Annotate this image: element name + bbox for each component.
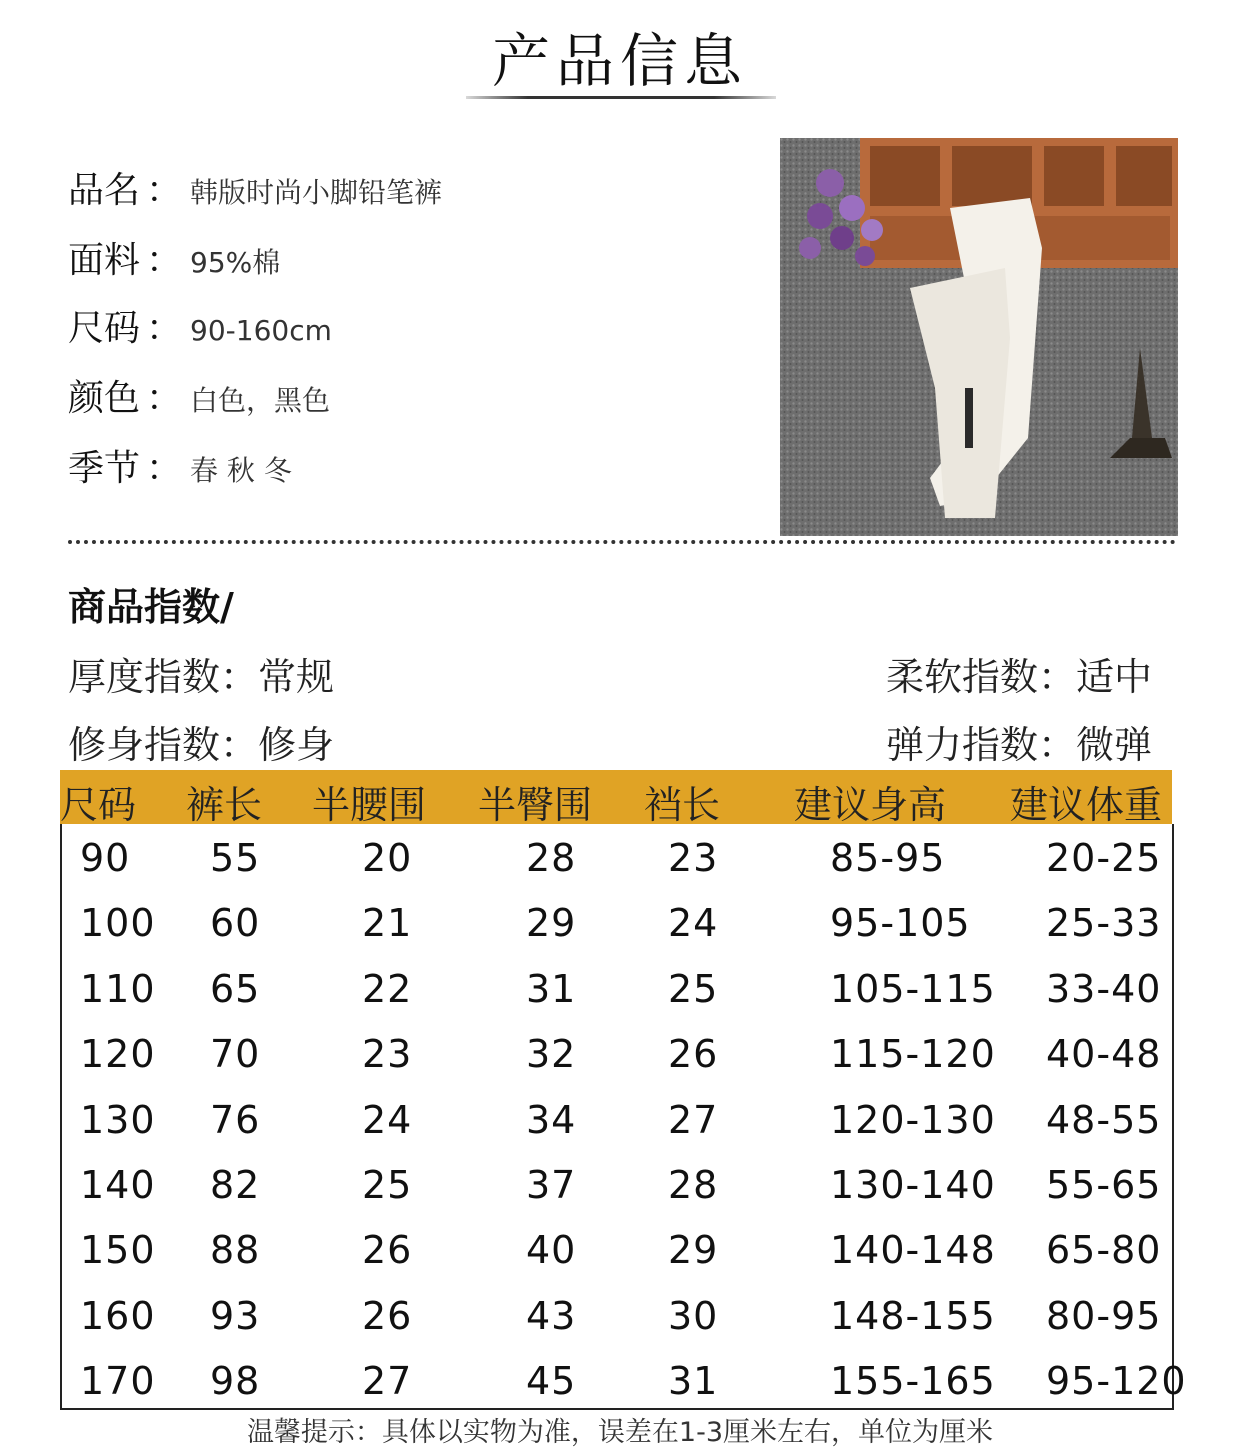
disclaimer-note: 温馨提示：具体以实物为准，误差在1-3厘米左右，单位为厘米 (246, 1417, 994, 1448)
table-cell: 23 (668, 836, 719, 880)
info-row-season (68, 440, 292, 490)
table-cell: 25 (668, 966, 719, 1011)
column-header: 尺码 (60, 783, 137, 827)
table-cell: 28 (526, 836, 577, 880)
table-cell: 120-130 (830, 1097, 996, 1142)
info-key: 面料 (68, 240, 141, 281)
table-cell: 27 (362, 1359, 413, 1404)
index-section-title: 商品指数/ (68, 585, 234, 629)
table-row (62, 1351, 1187, 1416)
info-value: 90-160cm (190, 314, 332, 347)
table-cell: 25 (362, 1163, 413, 1207)
table-cell: 20-25 (1046, 836, 1162, 880)
table-cell: 170 (80, 1359, 156, 1404)
info-separator: ： (146, 240, 183, 281)
table-cell: 60 (210, 901, 261, 946)
product-photo-illustration (780, 138, 1178, 536)
info-key: 品名 (68, 170, 141, 211)
info-separator: ： (146, 448, 183, 489)
table-cell: 130-140 (830, 1163, 996, 1207)
table-cell: 37 (526, 1163, 577, 1207)
column-header: 裤长 (186, 783, 263, 827)
table-cell: 82 (210, 1163, 261, 1207)
table-cell: 21 (362, 901, 413, 946)
table-cell: 30 (668, 1293, 719, 1338)
table-cell: 26 (362, 1228, 413, 1273)
info-key: 颜色 (68, 378, 141, 419)
table-cell: 65 (210, 966, 261, 1011)
table-cell: 95-120 (1046, 1359, 1187, 1404)
table-cell: 26 (362, 1293, 413, 1338)
column-header: 建议体重 (1010, 783, 1163, 827)
table-cell: 27 (668, 1097, 719, 1142)
info-row-size (68, 300, 332, 350)
table-cell: 29 (526, 901, 577, 946)
info-value: 春 秋 冬 (190, 454, 292, 487)
table-cell: 160 (80, 1293, 156, 1338)
table-cell: 28 (668, 1163, 719, 1207)
product-photo (780, 138, 1178, 536)
info-separator: ： (146, 170, 183, 211)
table-cell: 20 (362, 836, 413, 880)
table-cell: 80-95 (1046, 1293, 1162, 1338)
table-cell: 93 (210, 1293, 261, 1338)
table-cell: 95-105 (830, 901, 971, 946)
table-cell: 31 (668, 1359, 719, 1404)
table-cell: 155-165 (830, 1359, 996, 1404)
table-cell: 98 (210, 1359, 261, 1404)
table-cell: 55 (210, 836, 261, 880)
size-table-body (60, 824, 1187, 1410)
table-cell: 65-80 (1046, 1228, 1162, 1273)
table-cell: 55-65 (1046, 1163, 1162, 1207)
column-header: 半腰围 (312, 783, 427, 827)
column-header: 裆长 (644, 783, 721, 827)
info-row-name (68, 162, 442, 212)
table-cell: 24 (668, 901, 719, 946)
table-cell: 140 (80, 1163, 156, 1207)
table-row (62, 1090, 1172, 1155)
title-underline (466, 96, 776, 99)
table-cell: 148-155 (830, 1293, 996, 1338)
table-cell: 22 (362, 966, 413, 1011)
table-cell: 110 (80, 966, 156, 1011)
column-header: 半臀围 (478, 783, 593, 827)
table-row (62, 1155, 1172, 1220)
table-cell: 105-115 (830, 966, 996, 1011)
table-cell: 26 (668, 1032, 719, 1077)
info-value: 白色，黑色 (190, 384, 331, 417)
info-value: 95%棉 (190, 246, 281, 279)
table-cell: 34 (526, 1097, 577, 1142)
size-table-header (60, 770, 1172, 827)
table-cell: 120 (80, 1032, 156, 1077)
info-key: 季节 (68, 448, 141, 489)
table-row (62, 828, 1172, 893)
thickness-index: 厚度指数：常规 (68, 655, 335, 699)
table-cell: 70 (210, 1032, 261, 1077)
table-cell: 130 (80, 1097, 156, 1142)
table-cell: 140-148 (830, 1228, 996, 1273)
info-key: 尺码 (68, 308, 141, 349)
table-cell: 100 (80, 901, 156, 946)
column-header: 建议身高 (794, 783, 947, 827)
table-row (62, 959, 1172, 1024)
elasticity-index: 弹力指数：微弹 (886, 723, 1153, 767)
info-separator: ： (146, 308, 183, 349)
table-cell: 40-48 (1046, 1032, 1162, 1077)
table-cell: 23 (362, 1032, 413, 1077)
table-row (62, 1286, 1172, 1351)
table-cell: 45 (526, 1359, 577, 1404)
table-cell: 29 (668, 1228, 719, 1273)
table-cell: 32 (526, 1032, 577, 1077)
table-cell: 31 (526, 966, 577, 1011)
table-cell: 76 (210, 1097, 261, 1142)
table-cell: 115-120 (830, 1032, 996, 1077)
table-cell: 25-33 (1046, 901, 1162, 946)
table-cell: 85-95 (830, 836, 946, 880)
table-cell: 150 (80, 1228, 156, 1273)
softness-index: 柔软指数：适中 (886, 655, 1153, 699)
info-row-color (68, 370, 330, 420)
table-cell: 33-40 (1046, 966, 1162, 1011)
table-cell: 43 (526, 1293, 577, 1338)
table-cell: 90 (80, 836, 131, 880)
table-row (62, 1024, 1172, 1089)
info-row-fabric (68, 232, 280, 282)
info-separator: ： (146, 378, 183, 419)
table-row (62, 1220, 1172, 1285)
page-title: 产品信息 (491, 27, 748, 95)
section-divider (68, 540, 1176, 544)
table-cell: 24 (362, 1097, 413, 1142)
table-cell: 40 (526, 1228, 577, 1273)
table-row (62, 893, 1172, 958)
fit-index: 修身指数：修身 (68, 723, 335, 767)
table-cell: 48-55 (1046, 1097, 1162, 1142)
table-cell: 88 (210, 1228, 261, 1273)
info-value: 韩版时尚小脚铅笔裤 (190, 176, 443, 209)
